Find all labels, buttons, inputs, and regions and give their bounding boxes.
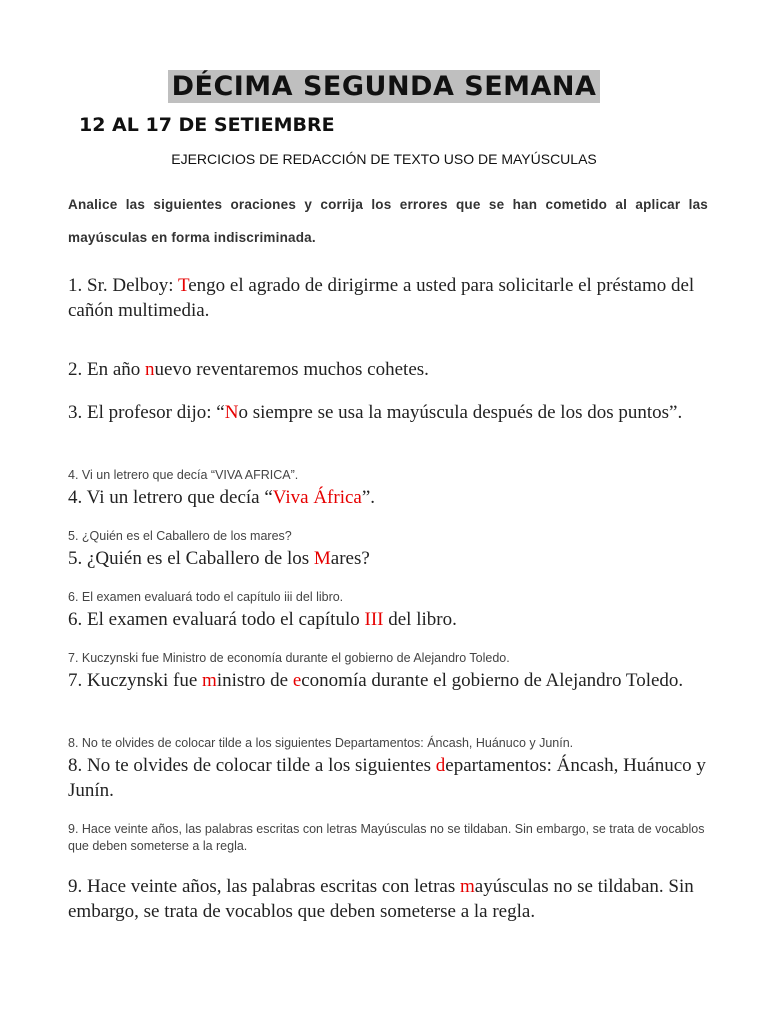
page-title: DÉCIMA SEGUNDA SEMANA xyxy=(168,70,601,103)
correction-mark: T xyxy=(177,275,189,296)
sentence-5-corrected: 5. ¿Quién es el Caballero de los Mares? xyxy=(68,548,370,569)
sentence-7-original: 7. Kuczynski fue Ministro de economía durante el gobierno de Alejandro Toledo. xyxy=(68,651,510,665)
exercise-subtitle: EJERCICIOS DE REDACCIÓN DE TEXTO USO DE MAYÚSCULAS xyxy=(171,151,597,167)
sentence-1-corrected: 1. Sr. Delboy: Tengo el agrado de dirigirme a usted para solicitarle el préstamo del cañón multimedia. xyxy=(68,275,695,321)
date-range: 12 AL 17 DE SETIEMBRE xyxy=(79,114,335,136)
correction-mark: M xyxy=(313,548,331,569)
correction-mark: e xyxy=(292,670,302,691)
sentence-3-corrected: 3. El profesor dijo: “No siempre se usa la mayúscula después de los dos puntos”. xyxy=(68,402,683,423)
sentence-9-corrected: 9. Hace veinte años, las palabras escritas con letras mayúsculas no se tildaban. Sin embargo, se trata de vocablos que deben someterse a la regla. xyxy=(68,876,694,922)
sentence-5-original: 5. ¿Quién es el Caballero de los mares? xyxy=(68,529,292,543)
sentence-6-corrected: 6. El examen evaluará todo el capítulo III del libro. xyxy=(68,609,457,630)
sentence-2-corrected: 2. En año nuevo reventaremos muchos cohetes. xyxy=(68,359,429,380)
sentence-4-corrected: 4. Vi un letrero que decía “Viva África”. xyxy=(68,487,376,508)
correction-mark: III xyxy=(364,609,384,630)
sentence-8-original: 8. No te olvides de colocar tilde a los siguientes Departamentos: Áncash, Huánuco y Junín. xyxy=(68,736,574,750)
sentence-4-original: 4. Vi un letrero que decía “VIVA AFRICA”. xyxy=(68,468,299,482)
correction-mark: N xyxy=(224,402,239,423)
sentence-8-corrected: 8. No te olvides de colocar tilde a los siguientes departamentos: Áncash, Huánuco y Junín. xyxy=(68,755,706,801)
correction-mark: m xyxy=(459,876,475,897)
correction-mark: d xyxy=(435,755,446,776)
sentence-6-original: 6. El examen evaluará todo el capítulo iii del libro. xyxy=(68,590,344,604)
instructions-paragraph: Analice las siguientes oraciones y corrija los errores que se han cometido al aplicar las mayúsculas en forma indiscriminada. xyxy=(68,197,708,245)
correction-mark: m xyxy=(202,670,217,691)
title-container xyxy=(0,70,768,103)
correction-mark: Viva África xyxy=(272,487,362,508)
correction-mark: n xyxy=(145,359,155,380)
sentence-9-original: 9. Hace veinte años, las palabras escritas con letras Mayúsculas no se tildaban. Sin embargo, se trata de vocablos que deben someterse a la regla. xyxy=(68,822,705,853)
sentence-7-corrected: 7. Kuczynski fue ministro de economía durante el gobierno de Alejandro Toledo. xyxy=(68,670,684,691)
